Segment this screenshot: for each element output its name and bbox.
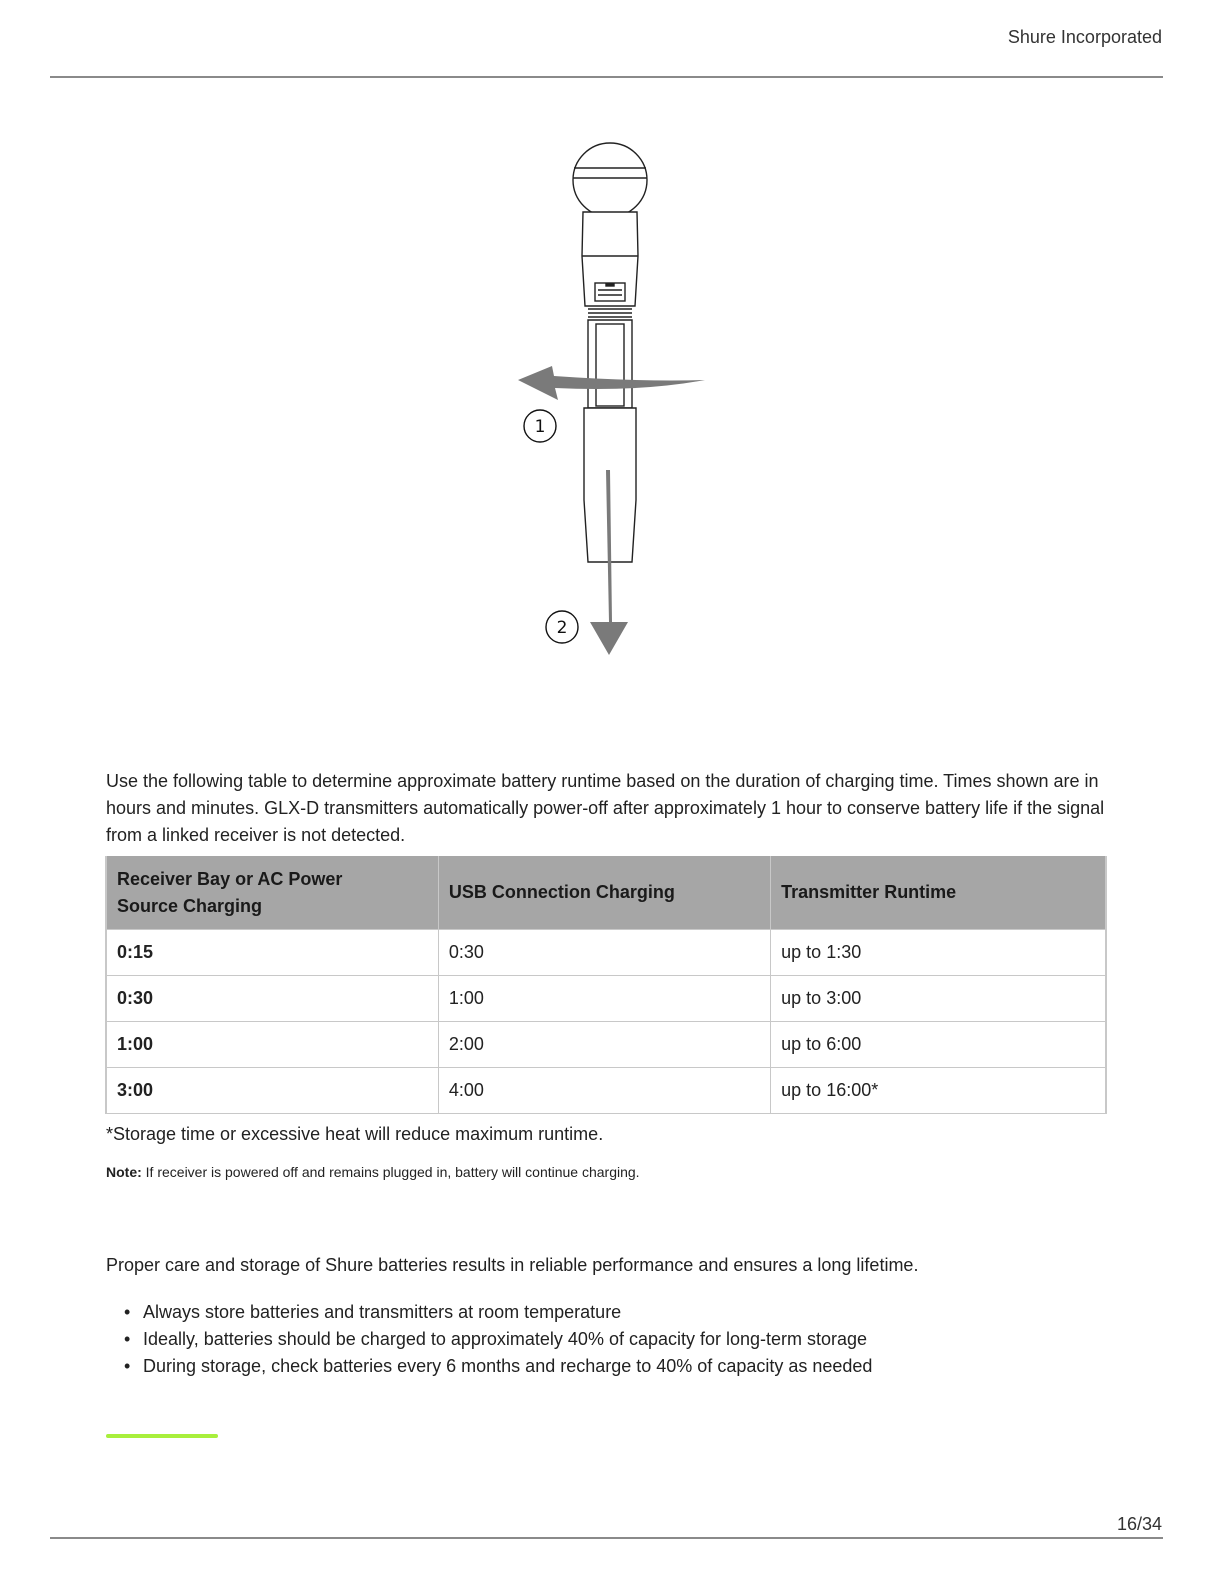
usb-charging-cell: 2:00 xyxy=(438,1022,770,1068)
accent-divider xyxy=(106,1434,218,1438)
runtime-cell: up to 1:30 xyxy=(771,930,1106,976)
receiver-charging-cell: 0:30 xyxy=(106,976,438,1022)
column-header-transmitter-runtime: Transmitter Runtime xyxy=(771,856,1106,930)
list-item: • Always store batteries and transmitters at room temperature xyxy=(106,1299,872,1326)
runtime-intro-paragraph: Use the following table to determine approximate battery runtime based on the duration of charging time. Times shown are in hours and minutes. GLX-D transmitters automatically power-off after approximately 1 hour to conserve battery life if the signal from a linked receiver is not detected. xyxy=(106,771,1105,845)
battery-care-list xyxy=(106,1299,872,1380)
list-item: • During storage, check batteries every 6 months and recharge to 40% of capacity as needed xyxy=(106,1353,872,1380)
callout-2 xyxy=(546,611,578,643)
table-row xyxy=(106,1068,1106,1114)
table-row xyxy=(106,930,1106,976)
callout-1-label: 1 xyxy=(534,417,546,437)
runtime-cell: up to 3:00 xyxy=(771,976,1106,1022)
header-company-name: Shure Incorporated xyxy=(1007,27,1162,47)
receiver-charging-cell: 3:00 xyxy=(106,1068,438,1114)
battery-care-intro: Proper care and storage of Shure batteries results in reliable performance and ensures a long lifetime. xyxy=(106,1255,919,1275)
callout-1 xyxy=(524,410,556,442)
runtime-cell: up to 16:00* xyxy=(771,1068,1106,1114)
footer-divider xyxy=(50,1537,1163,1539)
column-header-receiver-charging: Receiver Bay or AC Power Source Charging xyxy=(106,856,438,930)
battery-removal-figure xyxy=(500,130,730,670)
page-number: 16/34 xyxy=(1116,1514,1162,1534)
table-row xyxy=(106,1022,1106,1068)
list-item: • Ideally, batteries should be charged to approximately 40% of capacity for long-term storage xyxy=(106,1326,872,1353)
note-text: If receiver is powered off and remains plugged in, battery will continue charging. xyxy=(141,1164,640,1180)
usb-charging-cell: 4:00 xyxy=(438,1068,770,1114)
runtime-cell: up to 6:00 xyxy=(771,1022,1106,1068)
usb-charging-cell: 0:30 xyxy=(438,930,770,976)
header-divider xyxy=(50,76,1163,78)
usb-charging-cell: 1:00 xyxy=(438,976,770,1022)
runtime-footnote: *Storage time or excessive heat will reduce maximum runtime. xyxy=(106,1124,604,1144)
column-header-usb-charging: USB Connection Charging xyxy=(438,856,770,930)
callout-2-label: 2 xyxy=(556,618,568,638)
table-row xyxy=(106,976,1106,1022)
receiver-charging-cell: 0:15 xyxy=(106,930,438,976)
note-label: Note: xyxy=(106,1164,142,1180)
charging-note xyxy=(106,1164,640,1180)
battery-runtime-table xyxy=(105,856,1107,1114)
receiver-charging-cell: 1:00 xyxy=(106,1022,438,1068)
table-header-row xyxy=(106,856,1106,930)
handheld-microphone-icon xyxy=(500,130,730,670)
